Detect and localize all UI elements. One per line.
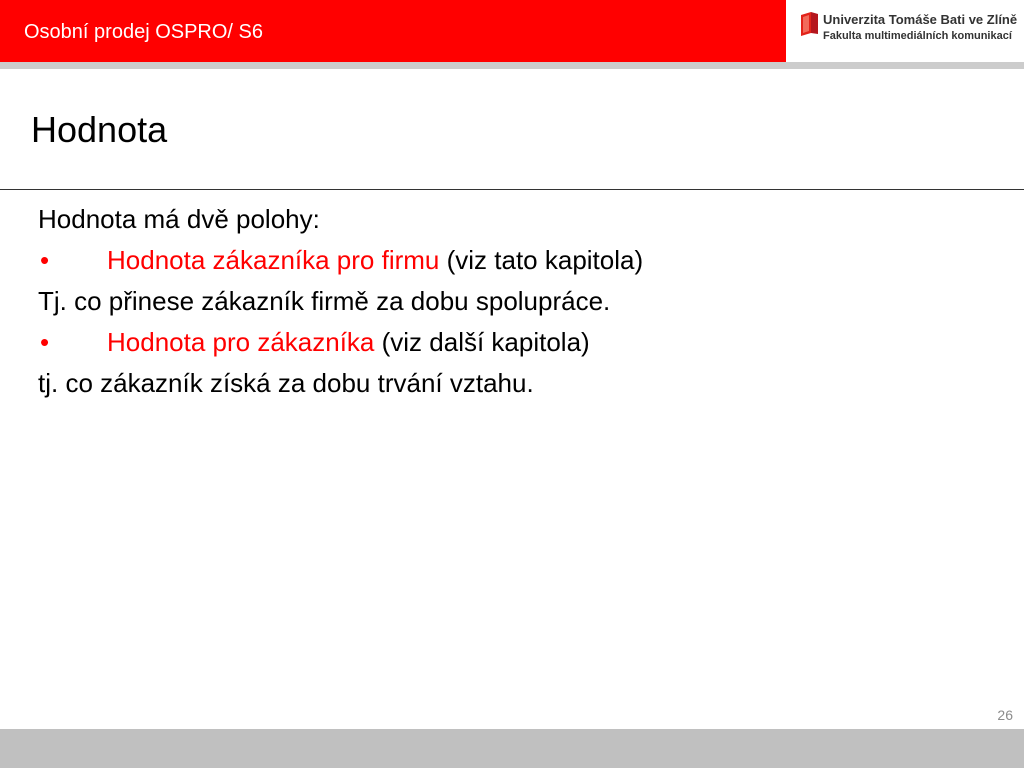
bullet-item <box>38 240 998 281</box>
explanation-text: tj. co zákazník získá za dobu trvání vztahu. <box>38 368 534 398</box>
course-title: Osobní prodej OSPRO/ S6 <box>24 21 264 43</box>
footer-bar <box>0 729 1024 768</box>
header-divider-strip <box>0 62 1024 69</box>
title-underline <box>0 189 1024 190</box>
book-icon <box>801 12 818 36</box>
bullet-highlight: Hodnota pro zákazníka <box>107 327 375 357</box>
intro-text: Hodnota má dvě polohy: <box>38 204 320 234</box>
bullet-marker: • <box>40 327 50 357</box>
explanation-text: Tj. co přinese zákazník firmě za dobu spolupráce. <box>38 286 611 316</box>
logo-faculty-name: Fakulta multimediálních komunikací <box>823 30 1012 42</box>
page-number: 26 <box>997 707 1013 723</box>
bullet-item <box>38 322 998 363</box>
slide-body <box>38 199 998 404</box>
bullet-marker: • <box>40 245 50 275</box>
slide-title: Hodnota <box>31 109 168 150</box>
bullet-highlight: Hodnota zákazníka pro firmu <box>107 245 440 275</box>
header-bar <box>0 0 786 62</box>
university-logo <box>786 0 1024 62</box>
logo-university-name: Univerzita Tomáše Bati ve Zlíně <box>823 12 1018 27</box>
bullet-note: (viz další kapitola) <box>374 327 590 357</box>
bullet-note: (viz tato kapitola) <box>439 245 644 275</box>
